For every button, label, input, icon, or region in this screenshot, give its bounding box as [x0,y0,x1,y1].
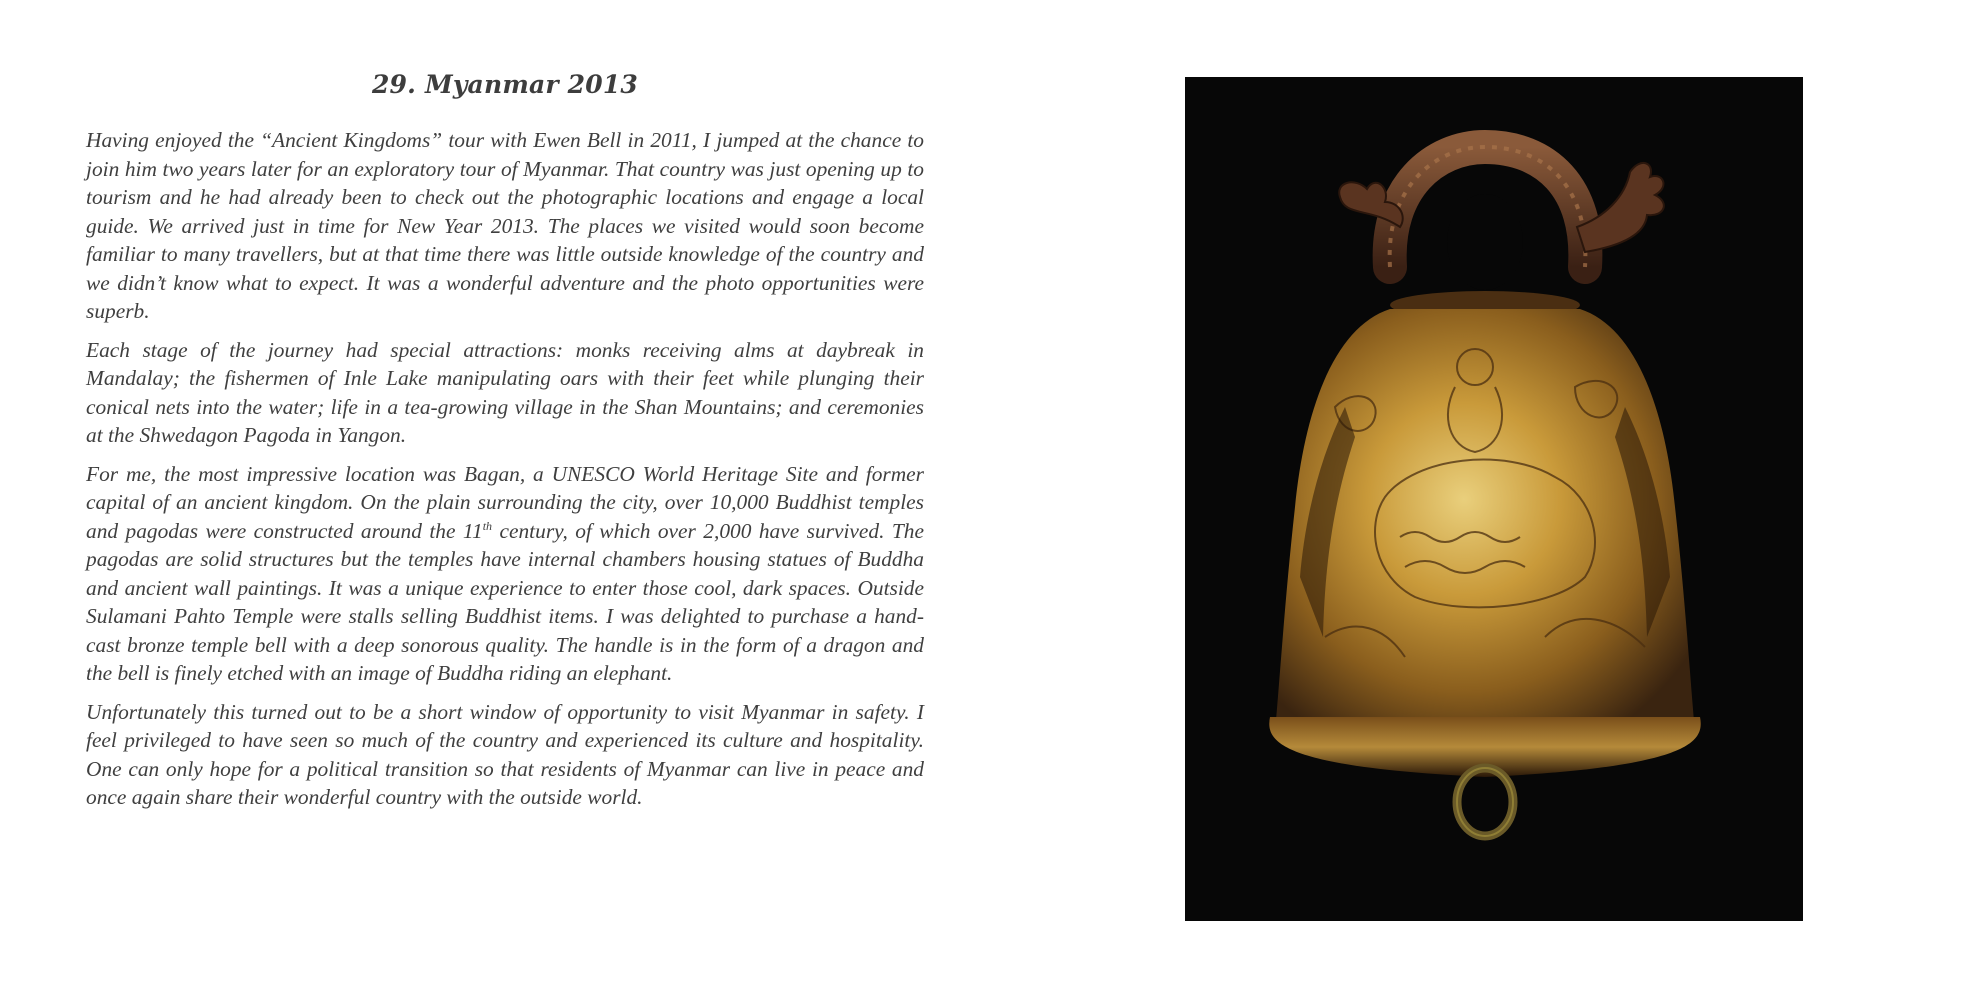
text-column [86,70,924,822]
paragraph-1: Having enjoyed the “Ancient Kingdoms” tour with Ewen Bell in 2011, I jumped at the chance to join him two years later for an exploratory tour of Myanmar. That country was just opening up to tourism and he had already been to check out the photographic locations and engage a local guide. We arrived just in time for New Year 2013. The places we visited would soon become familiar to many travellers, but at that time there was little outside knowledge of the country and we didn’t know what to expect. It was a wonderful adventure and the photo opportunities were superb. [86,128,924,323]
bell-illustration [1185,77,1803,921]
bell-photograph [1185,77,1803,921]
paragraph-2: Each stage of the journey had special attractions: monks receiving alms at daybreak in Mandalay; the fishermen of Inle Lake manipulating oars with their feet while plunging their conical nets into the water; life in a tea-growing village in the Shan Mountains; and ceremonies at the Shwedagon Pagoda in Yangon. [86,337,924,447]
paragraph-3 [86,460,924,688]
paragraph-4: Unfortunately this turned out to be a short window of opportunity to visit Myanmar in safety. I feel privileged to have seen so much of the country and experienced its culture and hospitality. One can only hope for a political transition so that residents of Myanmar can live in peace and once again share their wonderful country with the outside world. [86,699,924,809]
page-title: 29. Myanmar 2013 [371,70,639,99]
bell-body [1275,309,1695,732]
paragraph-3-part-1: For me, the most impressive location was Bagan, a UNESCO World Heritage Site and former capital of an ancient kingdom. On the plain surrounding the city, over 10,000 Buddhist temples and pagodas were constructed around the 11 [86,461,924,543]
superscript-th: th [482,518,493,533]
paragraph-3-part-2: century, of which over 2,000 have survived. The pagodas are solid structures but the temples have internal chambers housing statues of Buddha and ancient wall paintings. It was a unique experience to enter those cool, dark spaces. Outside Sulamani Pahto Temple were stalls selling Buddhist items. I was delighted to purchase a hand-cast bronze temple bell with a deep sonorous quality. The handle is in the form of a dragon and the bell is finely etched with an image of Buddha riding an elephant. [86,518,924,685]
